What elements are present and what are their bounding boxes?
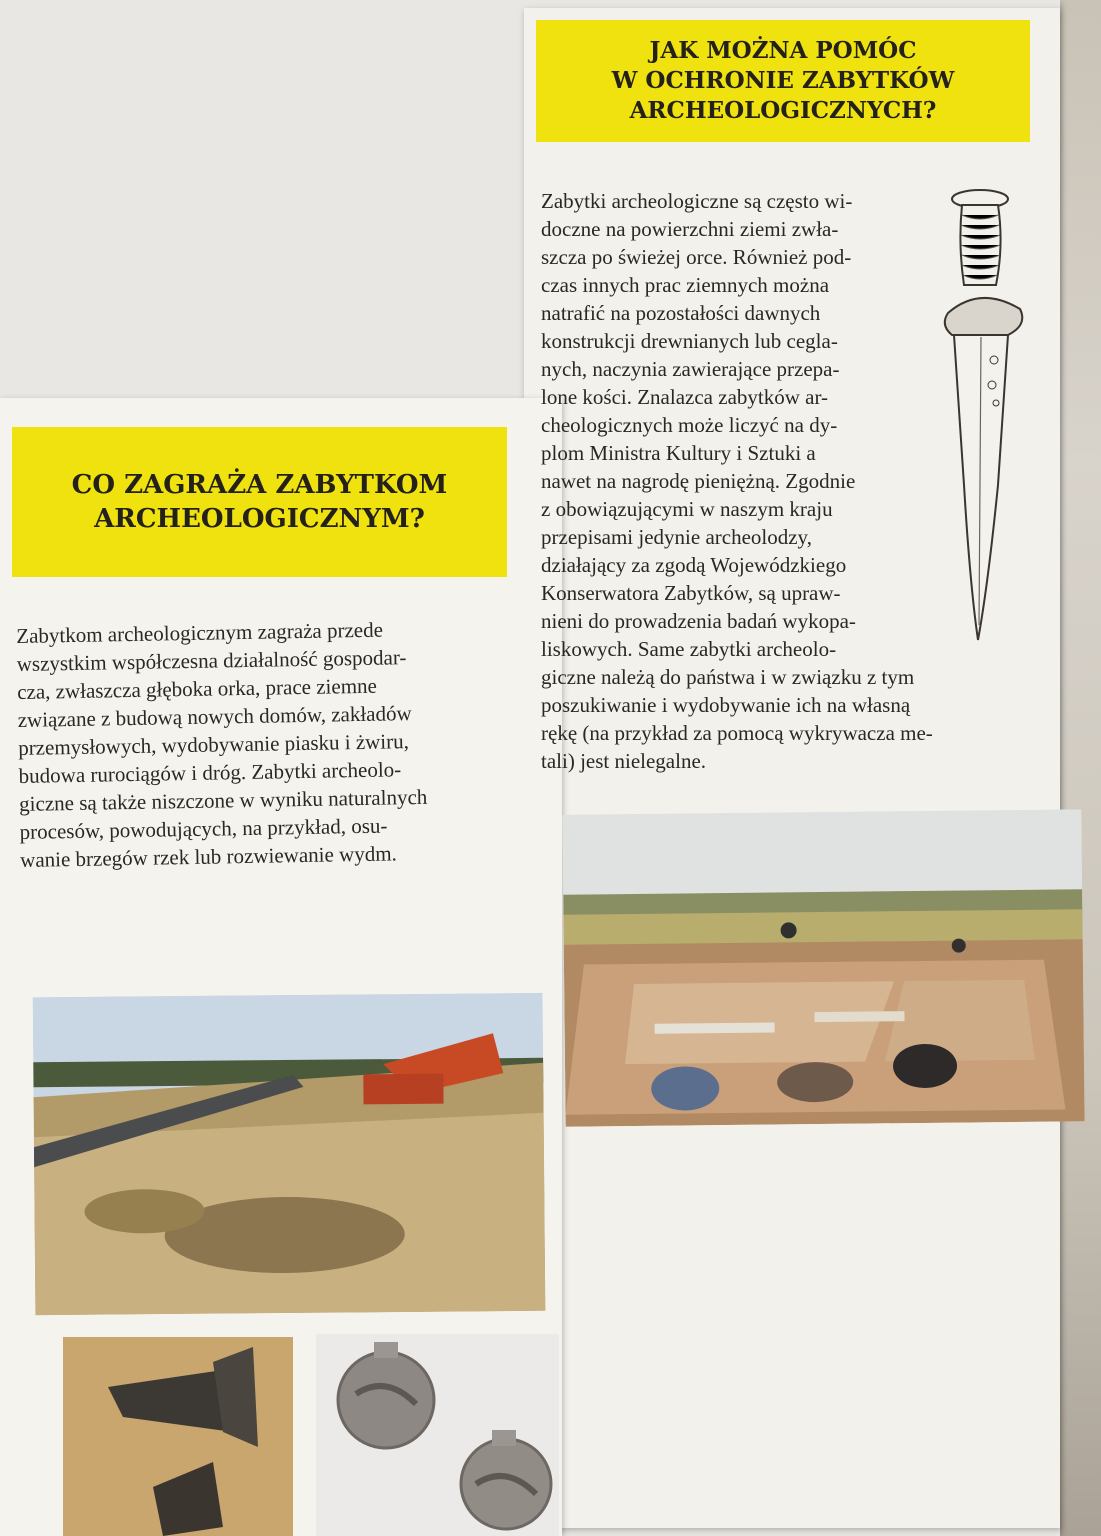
excavation-site-photo bbox=[562, 809, 1084, 1126]
right-heading: JAK MOŻNA POMÓC W OCHRONIE ZABYTKÓW ARCHEOLOGICZNYCH? bbox=[611, 37, 955, 124]
pipeline-construction-photo bbox=[33, 993, 546, 1315]
bronze-dagger-illustration bbox=[938, 185, 1046, 650]
bronze-axe-photo bbox=[63, 1337, 293, 1536]
silver-pendants-photo bbox=[316, 1334, 559, 1536]
left-heading: CO ZAGRAŻA ZABYTKOM ARCHEOLOGICZNYM? bbox=[71, 470, 448, 534]
left-heading-banner bbox=[12, 427, 507, 577]
left-body-text: Zabytkom archeologicznym zagraża przede wszystkim współczesna działalność gospodar- cza, zwłaszcza głęboka orka, prace ziemne związane z budową nowych domów, zakładów przemysłowych, wydobywanie piasku i żwiru, budowa rurociągów i dróg. Zabytki archeolo- giczne są także niszczone w wyniku naturalnych procesów, powodujących, na przykład, osu- wanie brzegów rzek lub rozwiewanie wydm. bbox=[16, 617, 428, 872]
right-heading-banner bbox=[536, 20, 1030, 142]
right-body-text: Zabytki archeologiczne są często wi- doczne na powierzchni ziemi zwła- szcza po świeżej orce. Również pod- czas innych prac ziemnych można natrafić na pozostałości dawnych konstrukcji drewnianych lub cegla- nych, naczynia zawierające przepa- lone kości. Znalazca zabytków ar- cheologicznych może liczyć na dy- plom Ministra Kultury i Sztuki a nawet na nagrodę pieniężną. Zgodnie z obowiązującymi w naszym kraju przepisami jedynie archeolodzy, działający za zgodą Wojewódzkiego Konserwatora Zabytków, są upraw- nieni do prowadzenia badań wykopa- liskowych. Same zabytki archeolo- giczne należą do państwa i w związku z tym poszukiwanie i wydobywanie ich na własną rękę (na przykład za pomocą wykrywacza me- tali) jest nielegalne. bbox=[541, 189, 933, 773]
